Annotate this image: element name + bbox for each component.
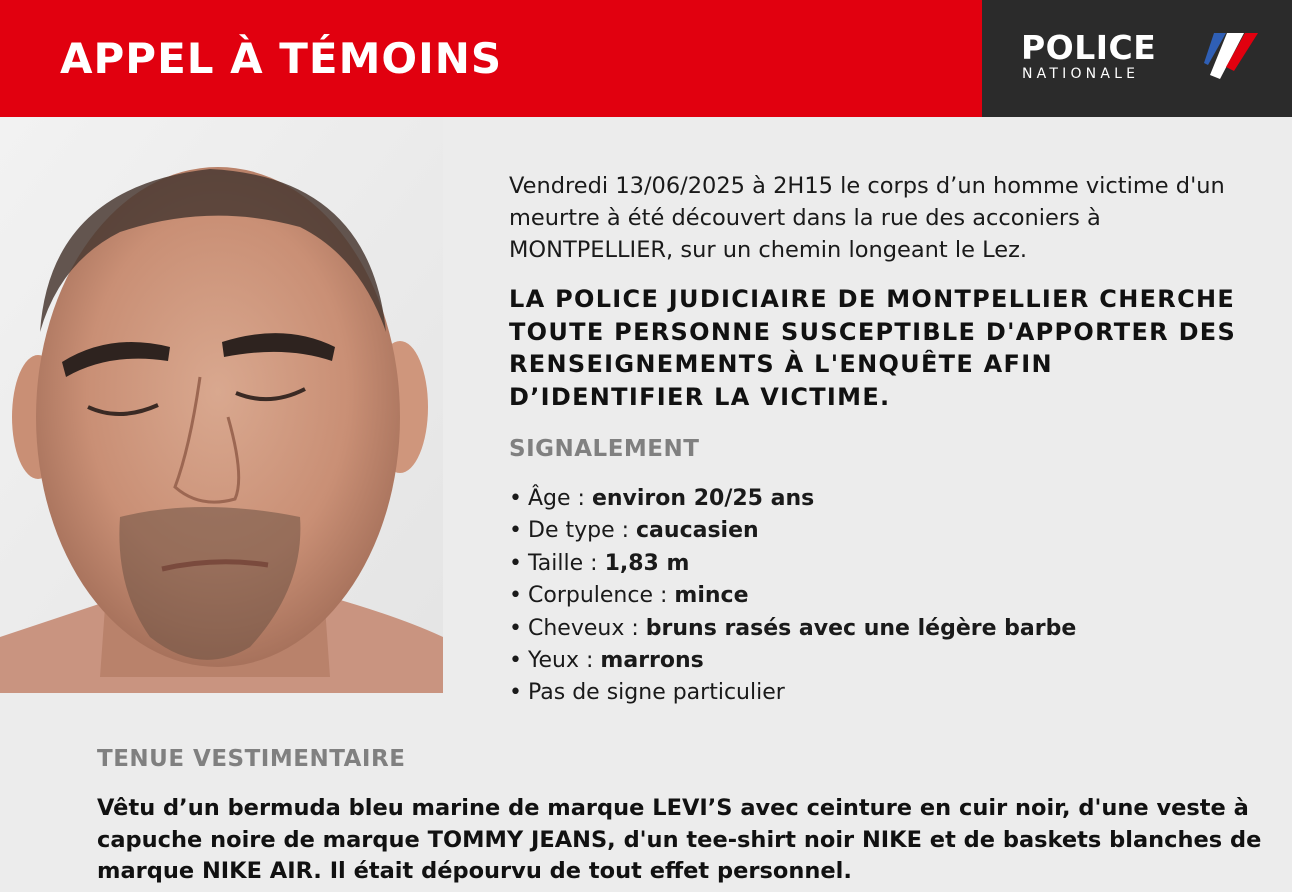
item-value: mince <box>674 583 749 609</box>
tenue-heading: TENUE VESTIMENTAIRE <box>97 746 406 772</box>
appeal-statement: LA POLICE JUDICIAIRE DE MONTPELLIER CHERCHE TOUTE PERSONNE SUSCEPTIBLE D'APPORTER DES RENSEIGNEMENTS À L'ENQUÊTE AFIN D’IDENTIFIER LA VICTIME. <box>509 285 1237 411</box>
item-label: Yeux : <box>528 648 601 674</box>
signalement-list <box>509 483 1076 710</box>
bullet-icon: • <box>509 583 522 609</box>
list-item <box>509 548 1076 580</box>
item-value: bruns rasés avec une légère barbe <box>645 615 1077 641</box>
item-value: marrons <box>600 648 704 674</box>
logo-wordmark: POLICE <box>1021 28 1157 67</box>
clothing-description: Vêtu d’un bermuda bleu marine de marque LEVI’S avec ceinture en cuir noir, d'une veste à capuche noire de marque TOMMY JEANS, d'un tee-shirt noir NIKE et de baskets blanches de marque NIKE AIR. Il était dépourvu de tout effet personnel. <box>97 795 1262 884</box>
item-value: environ 20/25 ans <box>591 486 815 511</box>
item-value: 1,83 m <box>604 550 690 576</box>
signalement-heading: SIGNALEMENT <box>509 436 700 462</box>
item-label: Corpulence : <box>528 583 675 609</box>
list-item <box>509 580 1076 612</box>
page-title: APPEL À TÉMOINS <box>60 34 503 83</box>
item-label: De type : <box>528 518 637 544</box>
bullet-icon: • <box>509 486 522 511</box>
list-item <box>509 677 1076 709</box>
victim-photo <box>0 117 443 693</box>
list-item <box>509 613 1076 645</box>
logo-subtitle: NATIONALE <box>1022 66 1140 82</box>
bullet-icon: • <box>509 615 522 641</box>
item-label: Âge : <box>528 486 592 511</box>
item-label: Cheveux : <box>528 615 646 641</box>
header-banner <box>0 0 982 117</box>
bullet-icon: • <box>509 648 522 674</box>
incident-description: Vendredi 13/06/2025 à 2H15 le corps d’un homme victime d'un meurtre à été découvert dans la rue des acconiers à MONTPELLIER, sur un chemin longeant le Lez. <box>509 173 1225 263</box>
item-label: Taille : <box>528 550 605 576</box>
list-item <box>509 483 1076 515</box>
item-value: caucasien <box>636 518 759 544</box>
bullet-icon: • <box>509 550 522 576</box>
tricolor-flag-icon <box>1200 33 1258 79</box>
bullet-icon: • <box>509 680 522 706</box>
item-label: Pas de signe particulier <box>528 680 785 706</box>
list-item <box>509 515 1076 547</box>
bullet-icon: • <box>509 518 522 544</box>
list-item <box>509 645 1076 677</box>
